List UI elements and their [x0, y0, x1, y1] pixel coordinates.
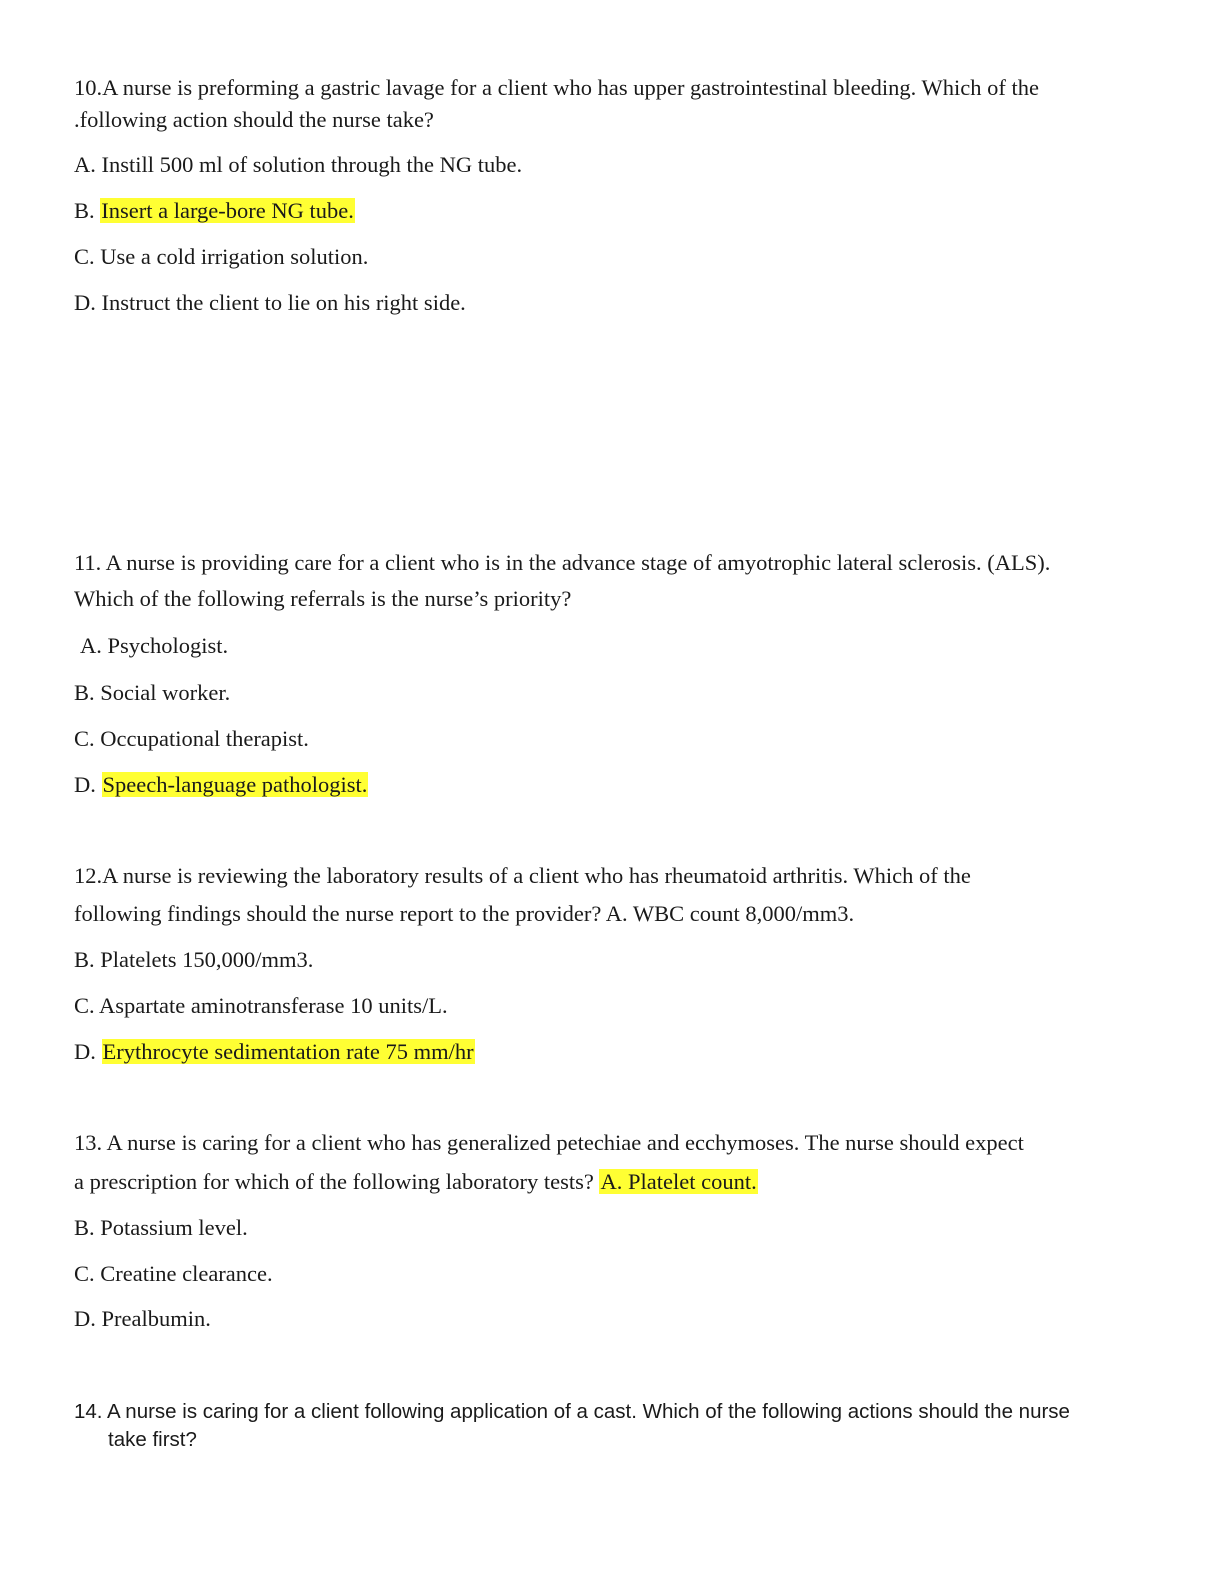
- question-11-stem-line1: 11. A nurse is providing care for a client who is in the advance stage of amyotrophic lateral sclerosis. (ALS).: [74, 550, 1051, 575]
- question-11-option-a: A. Psychologist.: [80, 633, 229, 658]
- question-12-option-b: B. Platelets 150,000/mm3.: [74, 947, 314, 972]
- option-letter: B.: [74, 198, 101, 223]
- question-13-option-c: C. Creatine clearance.: [74, 1261, 273, 1286]
- highlighted-answer: A. Platelet count.: [600, 1169, 757, 1194]
- highlighted-answer: Erythrocyte sedimentation rate 75 mm/hr: [102, 1039, 474, 1064]
- question-12-stem-line2: following findings should the nurse report to the provider? A. WBC count 8,000/mm3.: [74, 901, 855, 926]
- question-10-option-b: [74, 197, 355, 225]
- question-10-option-a: A. Instill 500 ml of solution through the NG tube.: [74, 152, 523, 177]
- question-13-stem-line2: [74, 1168, 758, 1196]
- question-10-option-c: C. Use a cold irrigation solution.: [74, 244, 369, 269]
- stem-text: a prescription for which of the following laboratory tests?: [74, 1169, 600, 1194]
- question-10-stem-line1: 10.A nurse is preforming a gastric lavage for a client who has upper gastrointestinal bleeding. Which of the: [74, 75, 1039, 100]
- question-10-option-d: D. Instruct the client to lie on his right side.: [74, 290, 466, 315]
- question-11-option-b: B. Social worker.: [74, 680, 231, 705]
- question-11-option-d: [74, 771, 368, 799]
- question-13-option-d: D. Prealbumin.: [74, 1306, 211, 1331]
- question-10-stem-line2: .following action should the nurse take?: [74, 107, 434, 132]
- question-14-stem-line2: take first?: [108, 1428, 197, 1451]
- option-letter: D.: [74, 1039, 102, 1064]
- question-11-option-c: C. Occupational therapist.: [74, 726, 309, 751]
- question-12-option-d: [74, 1038, 475, 1066]
- question-11-stem-line2: Which of the following referrals is the nurse’s priority?: [74, 586, 572, 611]
- highlighted-answer: Speech-language pathologist.: [102, 772, 368, 797]
- question-12-stem-line1: 12.A nurse is reviewing the laboratory results of a client who has rheumatoid arthritis. Which of the: [74, 863, 971, 888]
- option-letter: D.: [74, 772, 102, 797]
- question-12-option-c: C. Aspartate aminotransferase 10 units/L.: [74, 993, 448, 1018]
- question-13-option-b: B. Potassium level.: [74, 1215, 248, 1240]
- question-13-stem-line1: 13. A nurse is caring for a client who has generalized petechiae and ecchymoses. The nurse should expect: [74, 1130, 1024, 1155]
- question-14-stem-line1: 14. A nurse is caring for a client following application of a cast. Which of the following actions should the nurse: [74, 1400, 1070, 1423]
- highlighted-answer: Insert a large-bore NG tube.: [101, 198, 354, 223]
